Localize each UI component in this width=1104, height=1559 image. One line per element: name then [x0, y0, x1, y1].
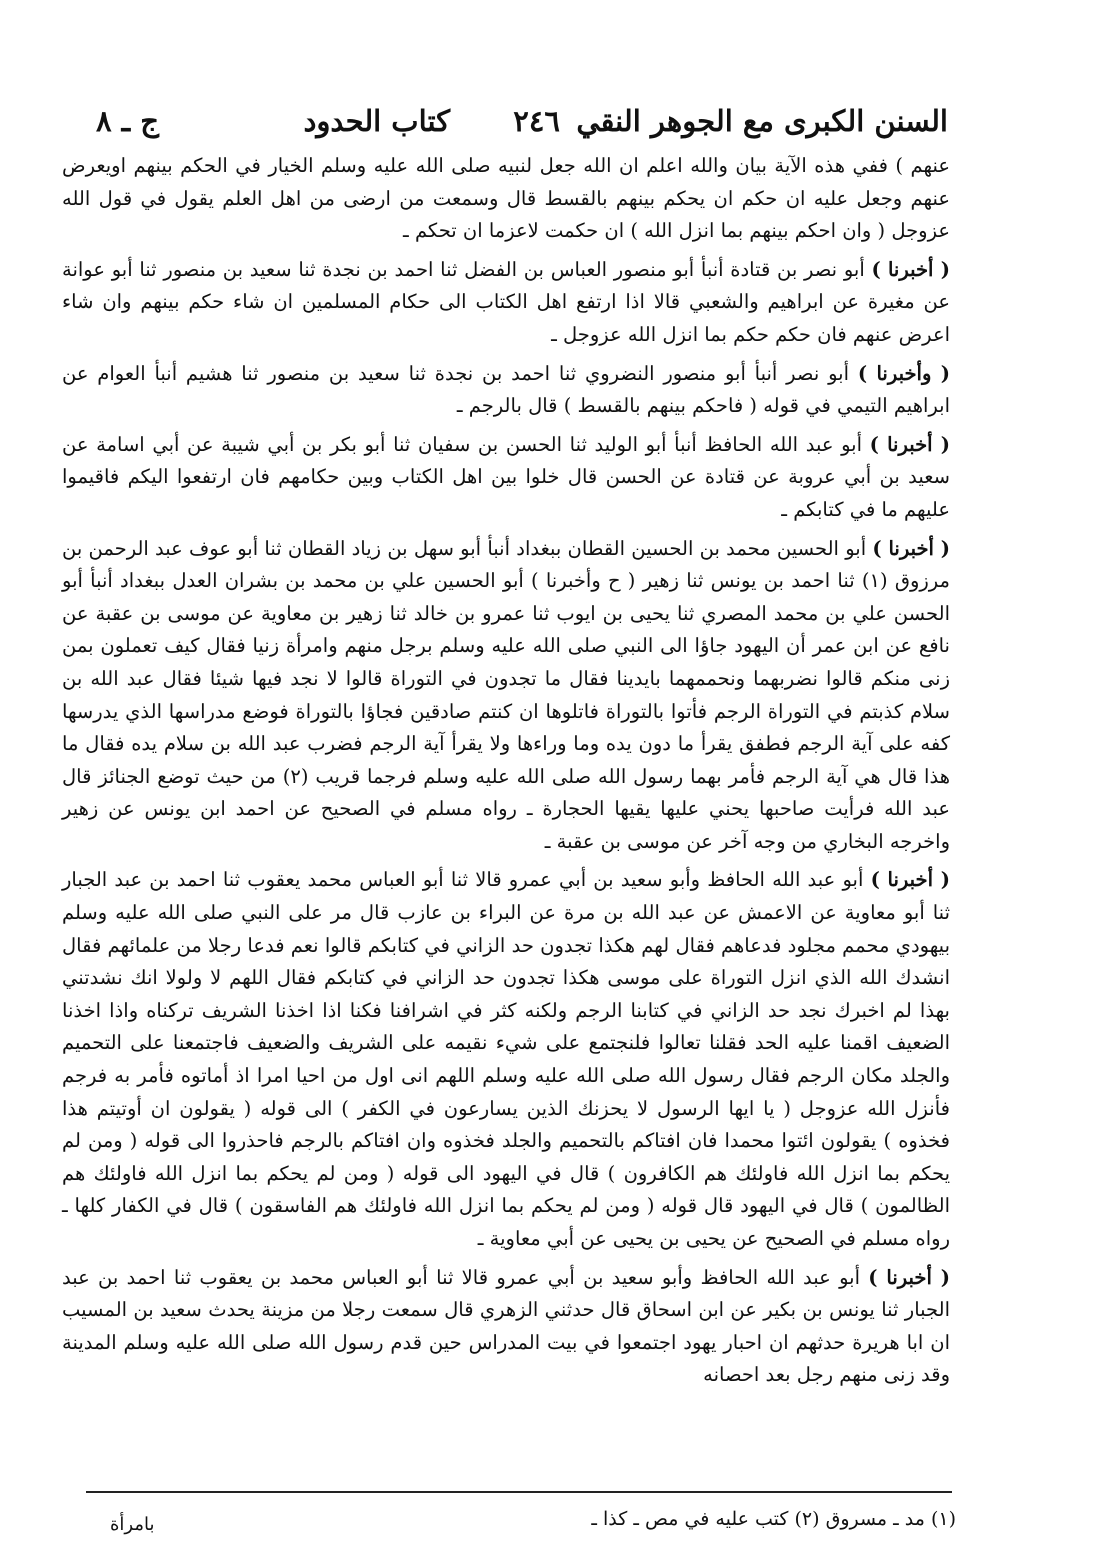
paragraph-text: أبو نصر أنبأ أبو منصور النضروي ثنا احمد بن نجدة ثنا سعيد بن منصور ثنا هشيم أنبأ العوام عن ابراهيم التيمي في قوله ( فاحكم بينهم بالقسط ) قال بالرجم ـ [62, 361, 950, 418]
paragraph-lead: ( أخبرنا ) [871, 257, 950, 281]
main-text [62, 150, 950, 1392]
book-title: السنن الكبرى مع الجوهر النقي [576, 104, 948, 138]
paragraph [62, 429, 950, 527]
paragraph [62, 358, 950, 423]
paragraph-text: أبو نصر بن قتادة أنبأ أبو منصور العباس بن الفضل ثنا احمد بن نجدة ثنا سعيد بن منصور ثنا أبو عوانة عن مغيرة عن ابراهيم والشعبي قالا اذا ارتفع اهل الكتاب الى حكام المسلمين ان شاء حكم بينهم وان شاء اعرض عنهم فان حكم حكم بما انزل الله عزوجل ـ [62, 257, 950, 346]
paragraph-text: أبو عبد الله الحافظ أنبأ أبو الوليد ثنا الحسن بن سفيان ثنا أبو بكر بن أبي شيبة عن أبي اسامة عن سعيد بن أبي عروبة عن قتادة عن الحسن قال خلوا بين اهل الكتاب وبين حكامهم فان ارتفعوا اليكم فاقيموا عليهم ما في كتابكم ـ [62, 432, 950, 521]
paragraph-text: أبو عبد الله الحافظ وأبو سعيد بن أبي عمرو قالا ثنا أبو العباس محمد بن يعقوب ثنا احمد بن عبد الجبار ثنا يونس بن بكير عن ابن اسحاق قال حدثني الزهري قال سمعت رجلا من مزينة يحدث سعيد بن المسيب ان ابا هريرة حدثهم ان احبار يهود اجتمعوا في بيت المدراس حين قدم رسول الله صلى الله عليه وسلم المدينة وقد زنى منهم رجل بعد احصانه [62, 1265, 950, 1387]
footnotes: (١) مد ـ مسروق (٢) كتب عليه في مص ـ كذا ـ [591, 1508, 956, 1530]
paragraph [62, 864, 950, 1255]
catchword: بامرأة [110, 1514, 155, 1535]
paragraph [62, 254, 950, 352]
running-header [96, 104, 948, 148]
volume-number: ج ـ ٨ [96, 104, 159, 138]
paragraph-lead: ( أخبرنا ) [869, 432, 951, 456]
paragraph-lead: ( وأخبرنا ) [857, 361, 950, 385]
paragraph-lead: ( أخبرنا ) [870, 868, 950, 892]
paragraph-lead: ( أخبرنا ) [868, 1265, 950, 1289]
section-title: كتاب الحدود [303, 104, 450, 138]
paragraph-text: أبو عبد الله الحافظ وأبو سعيد بن أبي عمرو قالا ثنا أبو العباس محمد يعقوب ثنا احمد بن عبد الجبار ثنا أبو معاوية عن الاعمش عن عبد الله بن مرة عن البراء بن عازب قال مر على النبي صلى الله عليه وسلم بيهودي محمم مجلود فدعاهم فقال لهم هكذا تجدون حد الزاني في كتابكم قالوا نعم فدعا رجلا من علمائهم فقال انشدك الله الذي انزل التوراة على موسى هكذا تجدون حد الزاني في كتابكم فقال اللهم لا ولولا انك نشدتني بهذا لم اخبرك نجد حد الزاني في كتابنا الرجم ولكنه كثر في اشرافنا فكنا اذا اخذنا الشريف تركناه واذا اخذنا الضعيف اقمنا عليه الحد فقلنا تعالوا فلنجتمع على شيء نقيمه على الشريف والضعيف فاجتمعنا على التحميم والجلد مكان الرجم فقال رسول الله صلى الله عليه وسلم اللهم انى اول من احيا امرا اذ أماتوه فأمر به فرجم فأنزل الله عزوجل ( يا ايها الرسول لا يحزنك الذين يسارعون في الكفر ) الى قوله ( يقولون ان أوتيتم هذا فخذوه ) يقولون ائتوا محمدا فان افتاكم بالتحميم والجلد فخذوه وان افتاكم بالرجم فاحذروا الى قوله ( ومن لم يحكم بما انزل الله فاولئك هم الكافرون ) قال في اليهود الى قوله ( ومن لم يحكم بما انزل الله فاولئك هم الظالمون ) قال في اليهود قال قوله ( ومن لم يحكم بما انزل الله فاولئك هم الفاسقون ) قال في الكفار كلها ـ رواه مسلم في الصحيح عن يحيى بن يحيى عن أبي معاوية ـ [62, 868, 950, 1250]
paragraph-lead: ( أخبرنا ) [872, 536, 950, 560]
paragraph [62, 1262, 950, 1392]
paragraph [62, 150, 950, 248]
paragraph [62, 533, 950, 859]
paragraph-text: أبو الحسين محمد بن الحسين القطان ببغداد أنبأ أبو سهل بن زياد القطان ثنا أبو عوف عبد الرحمن بن مرزوق (١) ثنا احمد بن يونس ثنا زهير ( ح وأخبرنا ) أبو الحسين علي بن محمد بن بشران العدل ببغداد أنبأ أبو الحسن علي بن محمد المصري ثنا يحيى بن ايوب ثنا عمرو بن خالد ثنا زهير بن معاوية عن موسى بن عقبة عن نافع عن ابن عمر أن اليهود جاؤا الى النبي صلى الله عليه وسلم برجل منهم وامرأة زنيا فقال كيف تعملون بمن زنى منكم قالوا نضربهما ونحممهما بايدينا فقال ما تجدون في التوراة قالوا لا نجد فيها شيئا فقال عبد الله بن سلام كذبتم في التوراة الرجم فأتوا بالتوراة فاتلوها ان كنتم صادقين فجاؤا بالتوراة فوضع مدراسها الذي يدرسها كفه على آية الرجم فطفق يقرأ ما دون يده وما وراءها ولا يقرأ آية الرجم فضرب عبد الله بن سلام يده فقال ما هذا قال هي آية الرجم فأمر بهما رسول الله صلى الله عليه وسلم فرجما قريب (٢) من حيث توضع الجنائز قال عبد الله فرأيت صاحبها يحني عليها يقيها الحجارة ـ رواه مسلم في الصحيح عن احمد ابن يونس عن زهير واخرجه البخاري من وجه آخر عن موسى بن عقبة ـ [62, 536, 950, 853]
paragraph-text: عنهم ) ففي هذه الآية بيان والله اعلم ان الله جعل لنبيه صلى الله عليه وسلم الخيار في الحكم بينهم اويعرض عنهم وجعل عليه ان حكم ان يحكم بينهم بالقسط قال وسمعت من ارضى من اهل العلم يقول في قول الله عزوجل ( وان احكم بينهم بما انزل الله ) ان حكمت لاعزما ان تحكم ـ [62, 154, 950, 243]
page-number: ٢٤٦ [513, 104, 560, 138]
footnote-divider [86, 1491, 952, 1493]
